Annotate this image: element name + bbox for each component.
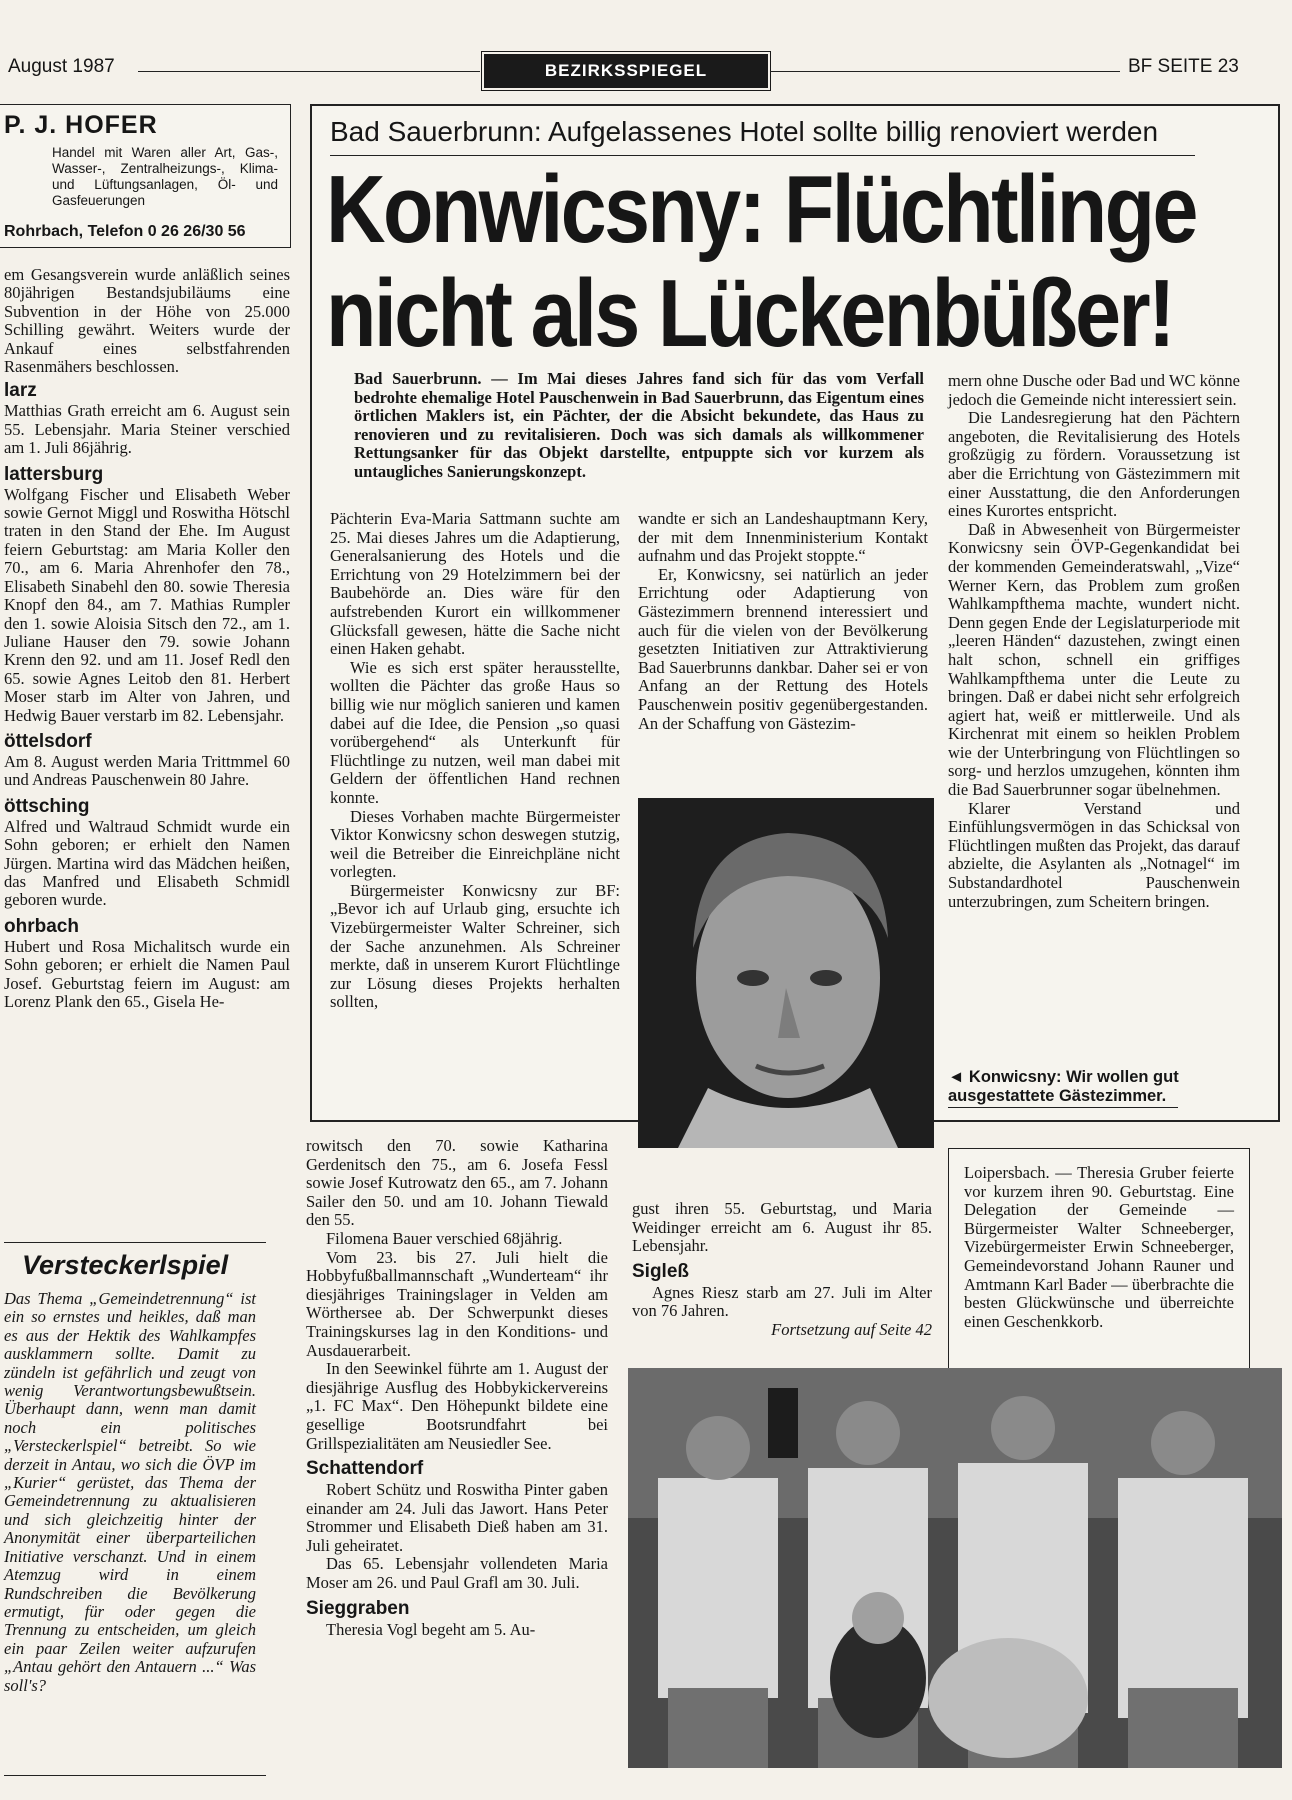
paragraph: In den Seewinkel führte am 1. August der diesjährige Ausflug des Hobbykickervereins „1. FC Max“. Den Höhepunkt bildete eine gesellige Bootsrundfahrt bei Grillspezialitäten am Neusiedler See. bbox=[306, 1359, 608, 1453]
section-heading: öttsching bbox=[4, 795, 90, 817]
commentary-title: Versteckerlspiel bbox=[22, 1250, 229, 1280]
paragraph: Filomena Bauer verschied 68jährig. bbox=[326, 1228, 563, 1248]
paragraph: Wie es sich erst später herausstellte, wollten die Pächter das große Haus so billig wie nur möglich sanieren und kamen dabei auf die Idee, die Pension „so quasi vorübergehend“ als Unterkunft für Flüchtlinge zu nutzen, weil man dabei mit Geldern der öffentlichen Hand rechnen konnte. bbox=[330, 657, 620, 807]
section-heading: Sieggraben bbox=[306, 1597, 410, 1619]
section-text: Wolfgang Fischer und Elisabeth Weber sowie Gernot Miggl und Roswitha Hötschl traten in den Stand der Ehe. Im August feiern Geburtstag: am Maria Koller den 70., am 6. Maria Ahrenhofer den 78., Elisabeth Sinabehl den 80. sowie Theresia Knopf den 84., am 7. Mathias Rumpler den 1. sowie Aloisia Sitsch den 72., am 1. Juliane Hauser den 79. sowie Johann Krenn den 92. und am 11. Josef Redl den 65. sowie Agnes Leitob den 81. Herbert Moser starb im Alter von Jahren, und Hedwig Bauer verstarb im 82. Lebensjahr. bbox=[4, 484, 290, 725]
paragraph: Er, Konwicsny, sei natürlich an jeder Errichtung oder Adaptierung von Gästezimmern brennend interessiert und auch für die vielen von der Bevölkerung gesetzten Initiativen zur Attraktivierung Bad Sauerbrunns dankbar. Daher sei er von Anfang an der Rettung des Hotels Pauschenwein positiv gegenübergestanden. An der Schaffung von Gästezim- bbox=[638, 564, 928, 733]
ad-phone: Rohrbach, Telefon 0 26 26/30 56 bbox=[4, 223, 246, 240]
commentary-text: Das Thema „Gemeindetrennung“ ist ein so ernstes und heikles, daß man es aus der Hektik des Wahlkampfes ausklammern sollte. Damit zu zündeln ist gefährlich und zeugt von wenig Verantwortungsbewußtsein. Überhaupt dann, wenn man damit noch ein politisches „Versteckerlspiel“ betreibt. So wie derzeit in Antau, wo sich die ÖVP im „Kurier“ gerüstet, das Thema der Gemeindetrennung zu aktualisieren und sich gleichzeitig hinter der Anonymität einer überparteilichen Initiative verschanzt. Und in einem Atemzug wird in einem Rundschreiben die Bevölkerung ermutigt, für oder gegen die Trennung zu entscheiden, um gleich ein paar Zeilen weiter aufzurufen „Antau gehört den Antauern ...“ Was soll's? bbox=[4, 1289, 256, 1695]
lower-column-1 bbox=[306, 1137, 608, 1639]
article-column-1 bbox=[330, 510, 620, 1012]
section-heading: Schattendorf bbox=[306, 1458, 424, 1480]
section-banner: BEZIRKSSPIEGEL bbox=[484, 54, 768, 88]
portrait-photo bbox=[638, 798, 934, 1148]
paragraph: Agnes Riesz starb am 27. Juli im Alter von 76 Jahren. bbox=[632, 1282, 932, 1321]
paragraph: rowitsch den 70. sowie Katharina Gerdenitsch den 75., am 6. Josefa Fessl sowie Josef Kutrowatz den 65., am 7. Johann Sailer den 50. und am 10. Johann Tiewald den 55. bbox=[306, 1136, 608, 1230]
section-text: Alfred und Waltraud Schmidt wurde ein Sohn geboren; er erhielt den Namen Jürgen. Martina wird das Mädchen heißen, das Manfred und Elisabeth Schmidl geboren wurde. bbox=[4, 816, 290, 910]
paragraph: Daß in Abwesenheit von Bürgermeister Konwicsny sein ÖVP-Gegenkandidat bei der kommenden Gemeinderatswahl, „Vize“ Werner Kern, das Problem zum großen Wahlkampfthema machte, wundert nicht. Denn gegen Ende der Legislaturperiode mit „leeren Händen“ dazustehen, zwingt einen halt schon, schnell ein griffiges Wahlkampfthema unter die Leute zu bringen. Daß er dabei nicht sehr erfolgreich agiert hat, weiß er mittlerweile. Und als Kirchenrat mit einem so heiklen Problem wie der Unterbringung von Flüchtlingen so sorg- und herzlos umzugehen, könnten ihm die Bad Sauerbrunner sogar übelnehmen. bbox=[948, 519, 1240, 800]
section-heading: larz bbox=[4, 380, 37, 402]
section-text: Am 8. August werden Maria Trittmmel 60 und Andreas Pauschenwein 80 Jahre. bbox=[4, 751, 290, 790]
paragraph: mern ohne Dusche oder Bad und WC könne jedoch die Gemeinde nicht interessiert sein. bbox=[948, 371, 1240, 409]
ad-description: Handel mit Waren aller Art, Gas-, Wasser-, Zentralheizungs-, Klima- und Lüftungsanlagen, Öl- und Gasfeuerungen bbox=[52, 145, 278, 208]
section-text: Matthias Grath erreicht am 6. August sein 55. Lebensjahr. Maria Steiner verschied am 1. Juli 86jährig. bbox=[4, 401, 290, 458]
paragraph: Theresia Vogl begeht am 5. Au- bbox=[326, 1619, 536, 1639]
header-rule-right bbox=[770, 71, 1120, 72]
issue-date: August 1987 bbox=[8, 56, 115, 77]
headline-line-1: Konwicsny: Flüchtlinge bbox=[326, 156, 1196, 263]
article-kicker: Bad Sauerbrunn: Aufgelassenes Hotel sollte billig renoviert werden bbox=[330, 116, 1159, 147]
article-headline bbox=[326, 156, 1196, 367]
section-heading: ohrbach bbox=[4, 915, 79, 937]
group-photo bbox=[628, 1368, 1282, 1768]
paragraph: Die Landesregierung hat den Pächtern angeboten, die Revitalisierung des Hotels großzügig zu fördern. Voraussetzung ist aber die Errichtung von Gästezimmern mit einer Ausstattung, die den Anforderungen eines Kurortes entspricht. bbox=[948, 408, 1240, 521]
left-column bbox=[4, 266, 290, 1011]
paragraph: Vom 23. bis 27. Juli hielt die Hobbyfußballmannschaft „Wunderteam“ ihr diesjähriges Trainingslager in Velden am Wörthersee ab. Der Schwerpunkt dieses Trainingskurses lag in den Konditions- und Ausdauerarbeit. bbox=[306, 1247, 608, 1360]
headline-line-2: nicht als Lückenbüßer! bbox=[326, 260, 1173, 367]
section-heading: Sigleß bbox=[632, 1260, 690, 1282]
section-heading: lattersburg bbox=[4, 463, 104, 485]
paragraph: Pächterin Eva-Maria Sattmann suchte am 25. Mai dieses Jahres um die Adaptierung, Generalsanierung des Hotels und die Errichtung von 29 Hotelzimmern bei der Baubehörde an. Dies wäre für den aufstrebenden Kurort ein willkommener Glücksfall gewesen, hätte die Sache nicht einen Haken gehabt. bbox=[330, 509, 620, 659]
paragraph: Klarer Verstand und Einfühlungsvermögen in das Schicksal von Flüchtlingen mußten das Projekt, das darauf abzielte, die Asylanten als „Notnagel“ im Substandardhotel Pauschenwein unterzubringen, zum Scheitern bringen. bbox=[948, 798, 1240, 911]
lower-column-2 bbox=[632, 1200, 932, 1340]
photo-caption: ◄ Konwicsny: Wir wollen gut ausgestattete Gästezimmer. bbox=[948, 1068, 1179, 1105]
article-column-2 bbox=[638, 510, 928, 733]
left-intro: em Gesangsverein wurde anläßlich seines 80jährigen Bestandsjubiläums eine Subvention in der Höhe von 25.000 Schilling gewährt. Weiters wurde der Ankauf eines selbstfahrenden Rasenmähers beschlossen. bbox=[4, 265, 290, 377]
paragraph: Das 65. Lebensjahr vollendeten Maria Moser am 26. und Paul Grafl am 30. Juli. bbox=[306, 1554, 608, 1593]
paragraph: Bürgermeister Konwicsny zur BF: „Bevor ich auf Urlaub ging, ersuchte ich Vizebürgermeister Walter Schreiner, sich der Sache anzunehmen. Als Schreiner merkte, daß in unserem Kurort Flüchtlinge zur Lösung dieses Projekts herhalten sollten, bbox=[330, 880, 620, 1012]
paragraph: wandte er sich an Landeshauptmann Kery, der mit dem Innenministerium Kontakt aufnahm und das Projekt stoppte.“ bbox=[638, 509, 928, 566]
caption-rule bbox=[948, 1107, 1178, 1108]
advertisement bbox=[0, 104, 291, 248]
section-text: Hubert und Rosa Michalitsch wurde ein Sohn geboren; er erhielt die Namen Paul Josef. Geburtstag feiern im August: am Lorenz Plank den 65., Gisela He- bbox=[4, 936, 290, 1011]
paragraph: gust ihren 55. Geburtstag, und Maria Weidinger erreicht am 6. August ihr 85. Lebensjahr. bbox=[632, 1199, 932, 1256]
article-column-3 bbox=[948, 372, 1240, 911]
loipersbach-text: Loipersbach. — Theresia Gruber feierte vor kurzem ihren 90. Geburtstag. Eine Delegation der Gemeinde — Bürgermeister Walter Schneeberger, Vizebürgermeister Erwin Schneeberger, Gemeindevorstand Johann Rauner und Amtmann Karl Bader — überbrachte die besten Glückwünsche und überreichte einen Geschenkkorb. bbox=[964, 1163, 1234, 1331]
page-number: BF SEITE 23 bbox=[1128, 56, 1239, 77]
paragraph: Dieses Vorhaben machte Bürgermeister Viktor Konwicsny schon deswegen stutzig, weil die Betreiber die Einreichpläne nicht vorlegten. bbox=[330, 806, 620, 882]
continuation-note: Fortsetzung auf Seite 42 bbox=[771, 1319, 932, 1339]
article-lead: Bad Sauerbrunn. — Im Mai dieses Jahres fand sich für das vom Verfall bedrohte ehemalige Hotel Pauschenwein in Bad Sauerbrunn, das Eigentum eines örtlichen Maklers ist, ein Pächter, der die Absicht bekundete, das Haus zu renovieren und zu revitalisieren. Doch was sich damals als willkommener Rettungsanker für das Objekt darstellte, entpuppte sich vor kurzem als untaugliches Sanierungskonzept. bbox=[354, 369, 924, 481]
header-rule-left bbox=[138, 71, 480, 72]
section-heading: öttelsdorf bbox=[4, 730, 92, 752]
paragraph: Robert Schütz und Roswitha Pinter gaben einander am 24. Juli das Jawort. Hans Peter Strommer und Elisabeth Dieß haben am 31. Juli geheiratet. bbox=[306, 1480, 608, 1555]
ad-company-name: P. J. HOFER bbox=[4, 111, 158, 139]
